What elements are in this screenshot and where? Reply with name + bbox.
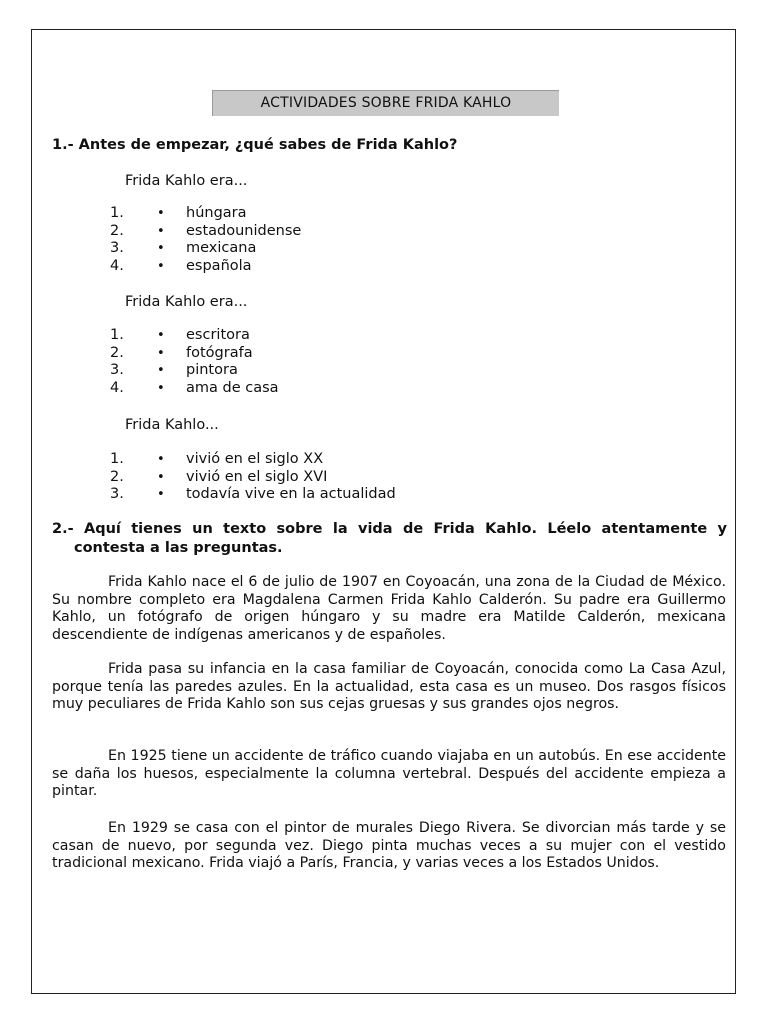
option-text: pintora [186,362,238,378]
reading-paragraph-1: Frida Kahlo nace el 6 de julio de 1907 en Coyoacán, una zona de la Ciudad de México. Su nombre completo era Magdalena Carmen Frida Kahlo Calderón. Su padre era Guillermo Kahlo, un fotógrafo de origen húngaro y su madre era Matilde Calderón, mexicana descendiente de indígenas americanos y de españoles. [52,574,726,643]
question-1-heading: 1.- Antes de empezar, ¿qué sabes de Frida Kahlo? [52,137,458,153]
question-2-line-2: contesta a las preguntas. [74,540,283,556]
bullet-icon: • [157,469,165,485]
bullet-icon: • [157,328,165,343]
option-number: 1. [110,327,124,343]
option-text: ama de casa [186,379,279,396]
option-number: 3. [110,362,124,378]
bullet-icon: • [157,258,165,274]
option-number: 2. [110,222,124,239]
question-2-heading [52,520,727,558]
worksheet-title: ACTIVIDADES SOBRE FRIDA KAHLO [212,90,559,116]
reading-paragraph-3: En 1925 tiene un accidente de tráfico cuando viajaba en un autobús. En ese accidente se daña los huesos, especialmente la columna vertebral. Después del accidente empieza a pintar. [52,748,726,799]
option-text: vivió en el siglo XX [186,451,324,467]
reading-paragraph-4: En 1929 se casa con el pintor de murales Diego Rivera. Se divorcian más tarde y se casan de nuevo, por segunda vez. Diego pinta muchas veces a su mujer con el vestido tradicional mexicano. Frida viajó a París, Francia, y varias veces a los Estados Unidos. [52,820,726,871]
bullet-icon: • [157,345,165,361]
option-text: española [186,257,252,274]
option-number: 3. [110,486,124,502]
bullet-icon: • [157,452,165,467]
option-text: húngara [186,205,247,221]
bullet-icon: • [157,380,165,396]
option-number: 4. [110,257,124,274]
bullet-icon: • [157,241,165,256]
bullet-icon: • [157,206,165,221]
option-number: 2. [110,468,124,485]
option-number: 1. [110,205,124,221]
question-2-line-1: 2.- Aquí tienes un texto sobre la vida de Frida Kahlo. Léelo atentamente y [52,521,727,537]
bullet-icon: • [157,223,165,239]
option-text: fotógrafa [186,344,253,361]
option-text: vivió en el siglo XVI [186,468,328,485]
bullet-icon: • [157,487,165,502]
reading-paragraph-2: Frida pasa su infancia en la casa familiar de Coyoacán, conocida como La Casa Azul, porque tenía las paredes azules. En la actualidad, esta casa es un museo. Dos rasgos físicos muy peculiares de Frida Kahlo son sus cejas gruesas y sus grandes ojos negros. [52,661,726,712]
option-text: mexicana [186,240,257,256]
option-number: 4. [110,379,124,396]
option-number: 2. [110,344,124,361]
option-number: 1. [110,451,124,467]
option-text: escritora [186,327,250,343]
bullet-icon: • [157,363,165,378]
group-2-intro: Frida Kahlo era... [125,294,248,310]
group-1-intro: Frida Kahlo era... [125,173,248,189]
group-3-intro: Frida Kahlo... [125,417,219,433]
option-text: estadounidense [186,222,302,239]
option-text: todavía vive en la actualidad [186,486,396,502]
option-number: 3. [110,240,124,256]
